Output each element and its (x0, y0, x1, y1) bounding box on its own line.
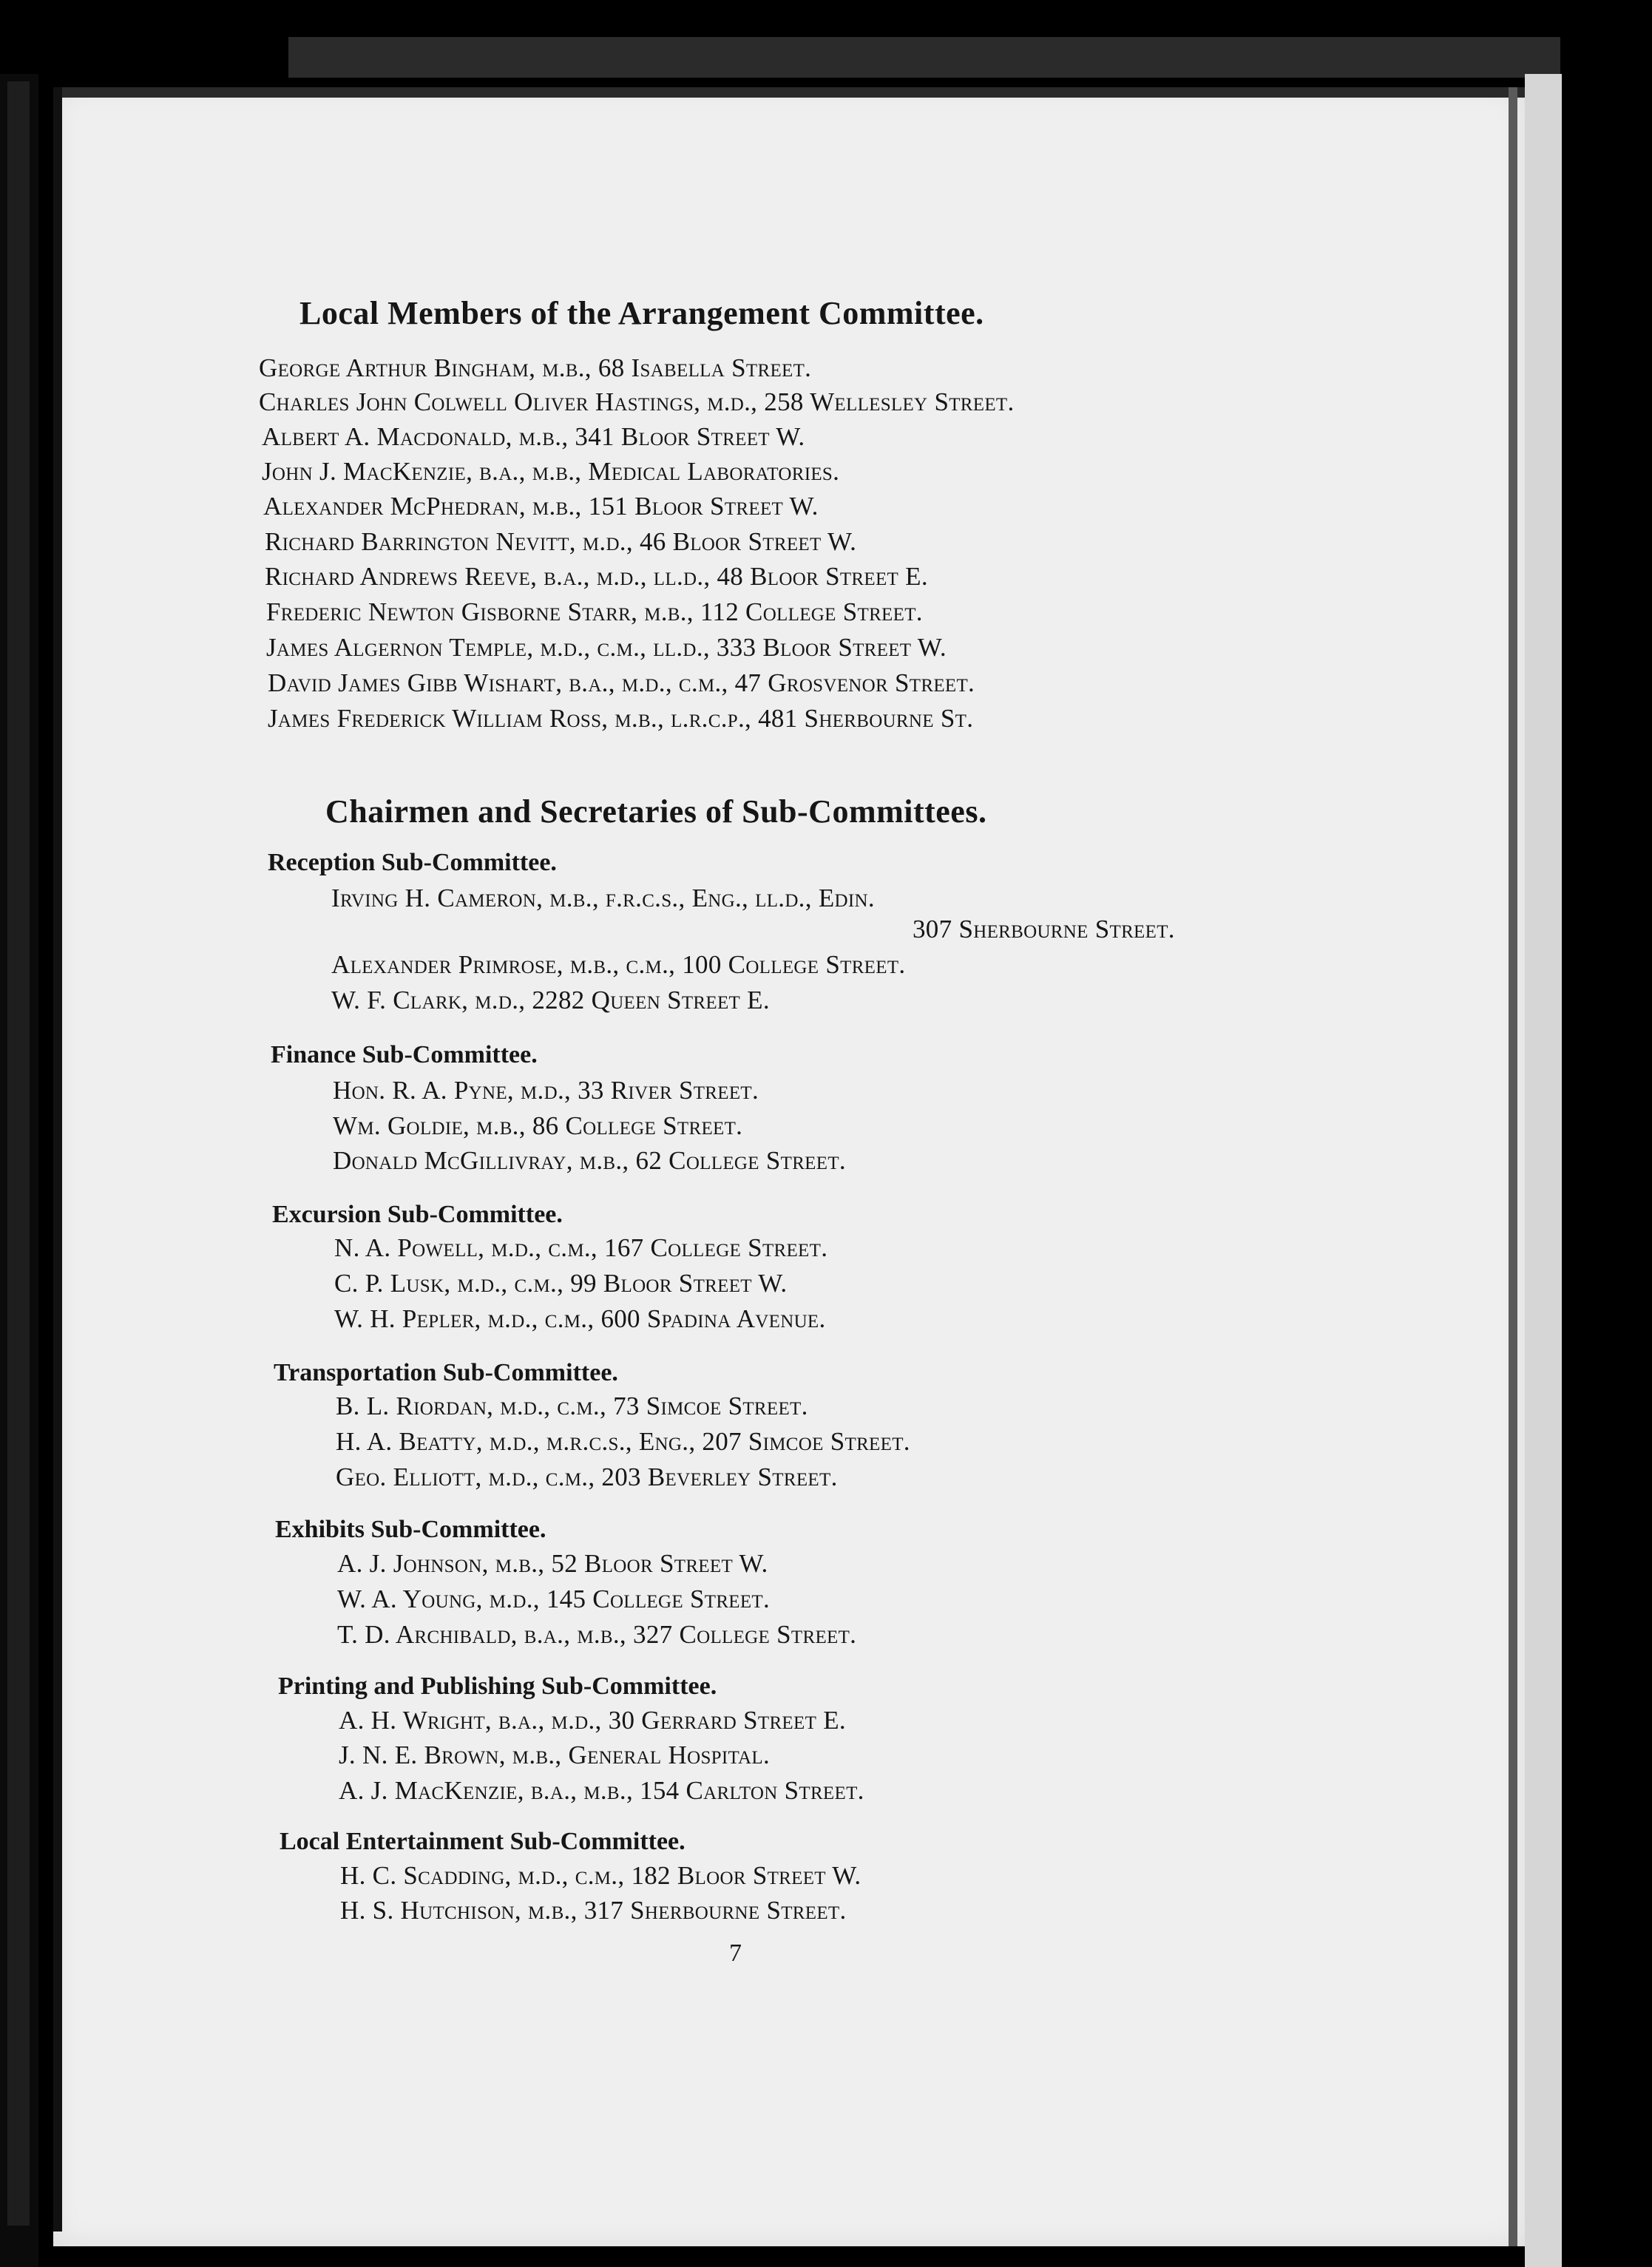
list-item: A. H. Wright, b.a., m.d., 30 Gerrard Street E. (339, 1706, 846, 1735)
list-item: W. A. Young, m.d., 145 College Street. (337, 1585, 771, 1613)
subcommittee-title: Reception Sub-Committee. (268, 849, 557, 876)
list-item: Frederic Newton Gisborne Starr, m.b., 112 College Street. (266, 597, 923, 626)
list-item: 307 Sherbourne Street. (913, 915, 1175, 943)
subcommittee-title: Printing and Publishing Sub-Committee. (278, 1673, 717, 1700)
list-item: Wm. Goldie, m.b., 86 College Street. (333, 1111, 743, 1140)
page-number: 7 (729, 1939, 742, 1967)
list-item: Donald McGillivray, m.b., 62 College Street. (333, 1146, 846, 1175)
list-item: Albert A. Macdonald, m.b., 341 Bloor Street W. (262, 422, 805, 451)
subcommittee-title: Excursion Sub-Committee. (272, 1201, 563, 1228)
list-item: H. S. Hutchison, m.b., 317 Sherbourne Street. (340, 1896, 847, 1925)
subcommittee-title: Exhibits Sub-Committee. (275, 1516, 546, 1543)
list-item: George Arthur Bingham, m.b., 68 Isabella Street. (259, 353, 812, 382)
list-item: Richard Andrews Reeve, b.a., m.d., ll.d., 48 Bloor Street E. (265, 562, 928, 591)
list-item: David James Gibb Wishart, b.a., m.d., c.m., 47 Grosvenor Street. (268, 668, 975, 697)
section-title: Chairmen and Secretaries of Sub-Committees. (325, 793, 987, 830)
page-title: Local Members of the Arrangement Committee. (299, 295, 984, 331)
list-item: Charles John Colwell Oliver Hastings, m.d., 258 Wellesley Street. (259, 387, 1015, 416)
list-item: Richard Barrington Nevitt, m.d., 46 Bloor Street W. (265, 527, 857, 556)
list-item: B. L. Riordan, m.d., c.m., 73 Simcoe Street. (336, 1392, 808, 1420)
list-item: Hon. R. A. Pyne, m.d., 33 River Street. (333, 1076, 759, 1105)
list-item: Alexander McPhedran, m.b., 151 Bloor Street W. (263, 492, 819, 521)
subcommittee-title: Finance Sub-Committee. (271, 1041, 538, 1068)
list-item: Alexander Primrose, m.b., c.m., 100 College Street. (331, 950, 906, 979)
list-item: W. H. Pepler, m.d., c.m., 600 Spadina Avenue. (334, 1304, 826, 1333)
list-item: Irving H. Cameron, m.b., f.r.c.s., Eng., ll.d., Edin. (331, 884, 875, 912)
list-item: John J. MacKenzie, b.a., m.b., Medical Laboratories. (262, 457, 840, 486)
list-item: J. N. E. Brown, m.b., General Hospital. (339, 1741, 771, 1769)
list-item: W. F. Clark, m.d., 2282 Queen Street E. (331, 986, 770, 1014)
list-item: James Frederick William Ross, m.b., l.r.c.p., 481 Sherbourne St. (268, 704, 974, 733)
list-item: Geo. Elliott, m.d., c.m., 203 Beverley Street. (336, 1463, 838, 1491)
list-item: James Algernon Temple, m.d., c.m., ll.d., 333 Bloor Street W. (266, 633, 947, 662)
list-item: A. J. Johnson, m.b., 52 Bloor Street W. (337, 1549, 768, 1578)
list-item: T. D. Archibald, b.a., m.b., 327 College Street. (337, 1620, 857, 1649)
list-item: N. A. Powell, m.d., c.m., 167 College Street. (334, 1233, 828, 1262)
list-item: H. A. Beatty, m.d., m.r.c.s., Eng., 207 Simcoe Street. (336, 1427, 910, 1456)
subcommittee-title: Transportation Sub-Committee. (274, 1359, 618, 1386)
list-item: H. C. Scadding, m.d., c.m., 182 Bloor Street W. (340, 1861, 861, 1890)
list-item: C. P. Lusk, m.d., c.m., 99 Bloor Street W. (334, 1269, 788, 1298)
subcommittee-title: Local Entertainment Sub-Committee. (280, 1828, 685, 1855)
list-item: A. J. MacKenzie, b.a., m.b., 154 Carlton Street. (339, 1776, 864, 1805)
